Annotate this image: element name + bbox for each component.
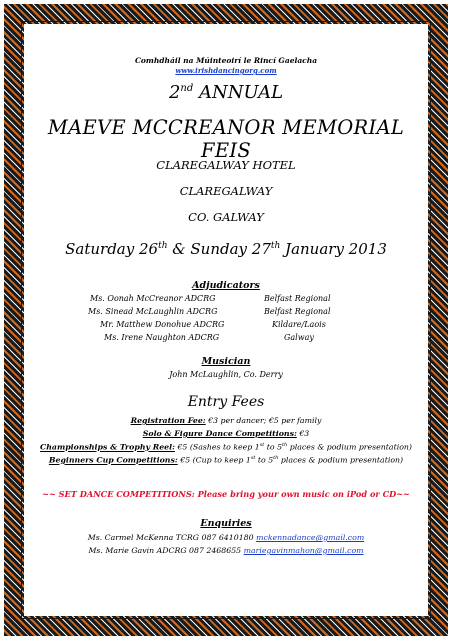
email-link[interactable]: mariegavinmahon@gmail.com — [243, 546, 364, 555]
musician-heading: Musician — [201, 356, 251, 367]
adjudicator-region: Galway — [284, 333, 314, 342]
adjudicator-region: Kildare/Laois — [272, 320, 326, 329]
beginners-fee: Beginners Cup Competitions: €5 (Cup to keep 1st to 5th places & podium presentation) — [48, 455, 404, 465]
entry-fees-heading: Entry Fees — [187, 394, 265, 410]
adjudicator-name: Ms. Oonah McCreanor ADCRG — [90, 294, 216, 303]
contact-line: Ms. Marie Gavin ADCRG 087 2468655 mariegavinmahon@gmail.com — [88, 546, 364, 555]
adjudicator-name: Mr. Matthew Donohue ADCRG — [100, 320, 225, 329]
organisation-name: Comhdháil na Múinteoirí le Rincí Gaelacha — [134, 56, 318, 65]
championships-fee: Championships & Trophy Reel: €5 (Sashes to keep 1st to 5th places & podium presentation) — [40, 442, 412, 452]
annual-heading: 2nd ANNUAL — [168, 82, 284, 103]
adjudicator-region: Belfast Regional — [264, 294, 331, 303]
musician-name: John McLaughlin, Co. Derry — [169, 370, 283, 379]
adjudicator-region: Belfast Regional — [264, 307, 331, 316]
adjudicator-name: Ms. Sinead McLaughlin ADCRG — [88, 307, 218, 316]
venue-line-1: CLAREGALWAY HOTEL — [156, 158, 296, 172]
solo-fee: Solo & Figure Dance Competitions: €3 — [142, 429, 310, 438]
adjudicator-name: Ms. Irene Naughton ADCRG — [104, 333, 220, 342]
feis-title: MAEVE MCCREANOR MEMORIAL FEIS — [47, 116, 405, 162]
enquiries-heading: Enquiries — [200, 518, 252, 529]
adjudicator-row — [24, 294, 428, 306]
adjudicator-row — [24, 320, 428, 332]
adjudicators-heading: Adjudicators — [192, 280, 260, 291]
contact-line: Ms. Carmel McKenna TCRG 087 6410180 mckennadance@gmail.com — [87, 533, 365, 542]
adjudicator-row — [24, 333, 428, 345]
registration-fee: Registration Fee: €3 per dancer; €5 per family — [130, 416, 322, 425]
venue-line-3: CO. GALWAY — [188, 210, 264, 224]
email-link[interactable]: mckennadance@gmail.com — [256, 533, 365, 542]
website-link[interactable]: www.irishdancingorg.com — [175, 66, 277, 75]
venue-line-2: CLAREGALWAY — [179, 184, 273, 198]
event-date: Saturday 26th & Sunday 27th January 2013 — [65, 240, 387, 258]
set-dance-notice: ~~ SET DANCE COMPETITIONS: Please bring your own music on iPod or CD~~ — [42, 489, 410, 499]
poster-content — [24, 24, 428, 616]
adjudicator-row — [24, 307, 428, 319]
